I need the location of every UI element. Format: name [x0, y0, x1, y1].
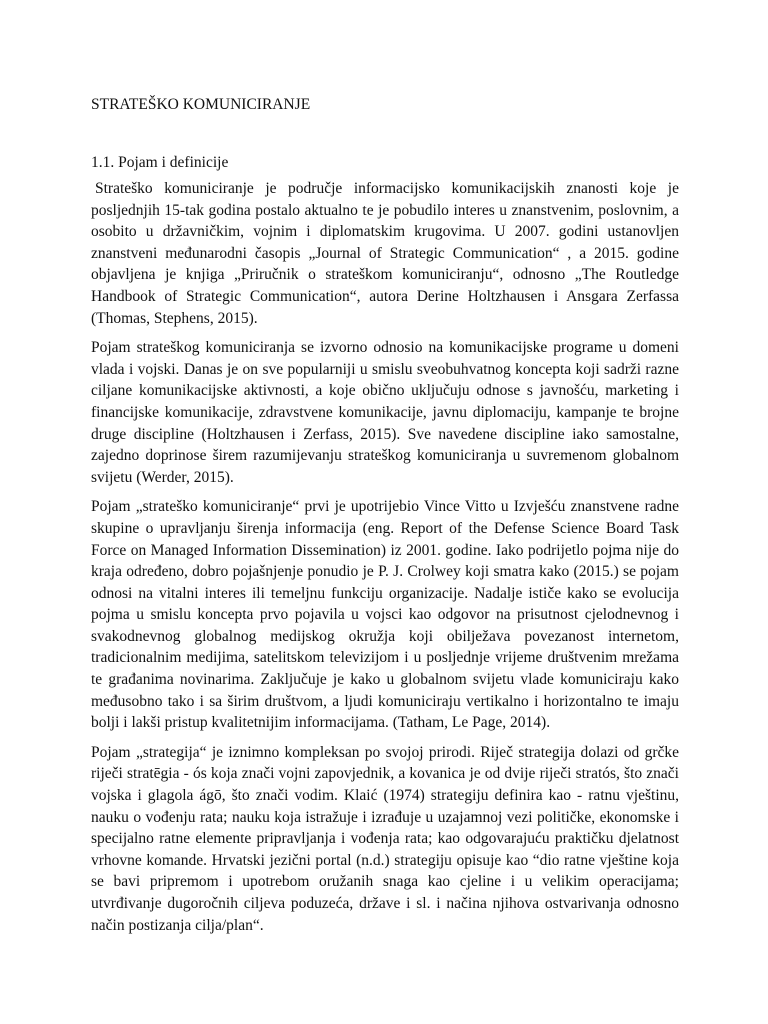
document-body	[91, 178, 679, 944]
section-heading: 1.1. Pojam i definicije	[91, 154, 229, 171]
paragraph-concept-origin: Pojam strateškog komuniciranja se izvorno odnosio na komunikacijske programe u domeni vlada i vojski. Danas je on sve popularniji u smislu sveobuhvatnog koncepta koji sadrži razne ciljane komunikacijske aktivnosti, a koje obično uključuju odnose s javnošću, marketing i financijske komunikacije, zdravstvene komunikacije, javnu diplomaciju, kampanje te brojne druge discipline (Holtzhausen i Zerfass, 2015). Sve navedene discipline iako samostalne, zajedno doprinose širem razumijevanju strateškog komuniciranja u suvremenom globalnom svijetu (Werder, 2015).	[91, 339, 679, 486]
paragraph-term-history: Pojam „strateško komuniciranje“ prvi je upotrijebio Vince Vitto u Izvješću znanstvene radne skupine o upravljanju širenja informacija (eng. Report of the Defense Science Board Task Force on Managed Information Dissemination) iz 2001. godine. Iako podrijetlo pojma nije do kraja određeno, dobro pojašnjenje ponudio je P. J. Crolwey koji smatra kako (2015.) se pojam odnosi na vitalni interes ili temeljnu funkciju organizacije. Nadalje ističe kako se evolucija pojma u smislu koncepta prvo pojavila u vojsci kao odgovor na prisutnost cjelodnevnog i svakodnevnog globalnog medijskog okružja koji obilježava povezanost internetom, tradicionalnim medijima, satelitskom televizijom i u posljednje vrijeme društvenim mrežama te građanima novinarima. Zaključuje je kako u globalnom svijetu vlade komuniciraju kako međusobno tako i sa širim društvom, a ljudi komuniciraju vertikalno i horizontalno te imaju bolji i lakši pristup kvalitetnijim informacijama. (Tatham, Le Page, 2014).	[91, 498, 679, 732]
paragraph-strategic-communication: Strateško komuniciranje je područje informacijsko komunikacijskih znanosti koje je posljednjih 15-tak godina postalo aktualno te je pobudilo interes u znanstvenim, poslovnim, a osobito u državničkim, vojnim i diplomatskim krugovima. U 2007. godini ustanovljen znanstveni međunarodni časopis „Journal of Strategic Communication“ , a 2015. godine objavljena je knjiga „Priručnik o strateškom komuniciranju“, odnosno „The Routledge Handbook of Strategic Communication“, autora Derine Holtzhausen i Ansgara Zerfassa (Thomas, Stephens, 2015).	[91, 180, 679, 327]
document-title: STRATEŠKO KOMUNICIRANJE	[91, 96, 311, 113]
paragraph-strategy-definition: Pojam „strategija“ je iznimno kompleksan po svojoj prirodi. Riječ strategija dolazi od grčke riječi stratēgia - ós koja znači vojni zapovjednik, a kovanica je od dvije riječi stratós, što znači vojska i glagola ágō, što znači vodim. Klaić (1974) strategiju definira kao - ratnu vještinu, nauku o vođenju rata; nauku koja istražuje i izrađuje u uzajamnoj vezi političke, ekonomske i specijalno ratne elemente pripravljanja i vođenja rata; kao odgovarajuću praktičku djelatnost vrhovne komande. Hrvatski jezični portal (n.d.) strategiju opisuje kao “dio ratne vještine koja se bavi pripremom i upotrebom oružanih snaga kao cjeline i u velikim operacijama; utvrđivanje dugoročnih ciljeva poduzeća, države i sl. i načina njihova ostvarivanja odnosno način postizanja cilja/plan“.	[91, 743, 679, 934]
